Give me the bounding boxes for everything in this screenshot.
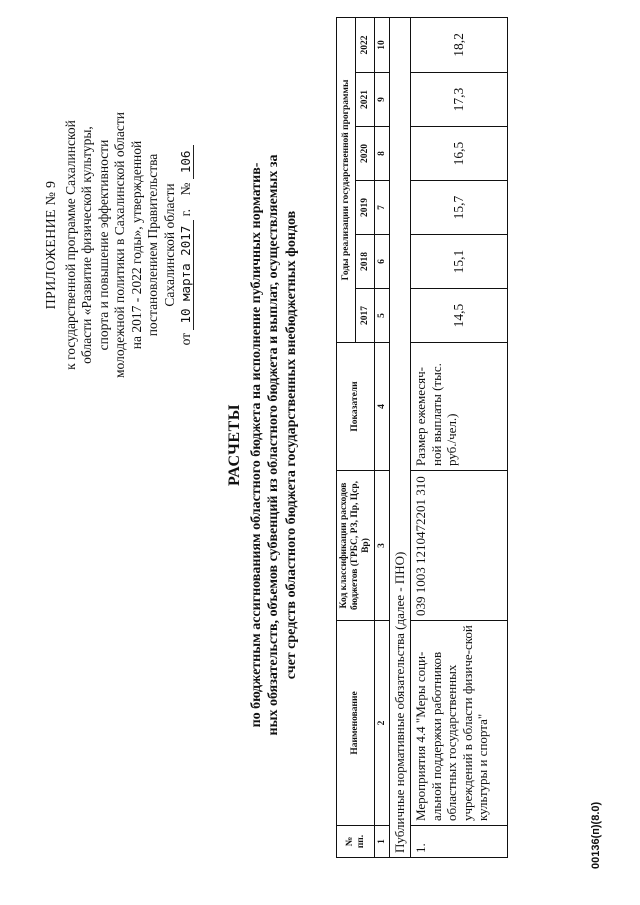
decree-line <box>178 95 195 395</box>
row-num: 1. <box>411 826 508 858</box>
title-line: счет средств областного бюджета государственных внебюджетных фондов <box>283 210 299 680</box>
year-header: 2019 <box>356 181 375 235</box>
column-number: 3 <box>375 471 390 621</box>
section-row <box>390 17 411 857</box>
row-name: Мероприятия 4.4 "Меры соци-альной поддержки работников областных государственных учреждений в области физиче-ской культуры и спорта" <box>411 621 508 826</box>
appendix-line: Сахалинской области <box>161 183 177 307</box>
row-value-2017: 14,5 <box>411 289 508 343</box>
col-header-code: Код классификации расходов бюджетов (ГРБС, РЗ, Пр, Цср, Вр) <box>337 471 375 621</box>
column-number: 5 <box>375 289 390 343</box>
row-value-2019: 15,7 <box>411 181 508 235</box>
year-header: 2018 <box>356 235 375 289</box>
section-title: Публичные нормативные обязательства (далее - ПНО) <box>390 17 411 857</box>
column-number-row <box>375 17 390 857</box>
row-value-2018: 15,1 <box>411 235 508 289</box>
column-number: 2 <box>375 621 390 826</box>
footer-code: 00136(п)(8.0) <box>590 801 602 869</box>
appendix-line: постановлением Правительства <box>145 153 160 337</box>
year-header: 2022 <box>356 17 375 72</box>
decree-prefix: от <box>178 332 193 346</box>
column-number: 1 <box>375 826 390 858</box>
row-value-2020: 16,5 <box>411 127 508 181</box>
appendix-header: ПРИЛОЖЕНИЕ № 9 <box>44 180 59 310</box>
title-main: РАСЧЕТЫ <box>226 404 243 486</box>
appendix-line: области «Развитие физической культуры, <box>79 126 94 364</box>
decree-date: 10 марта 2017 <box>178 220 194 330</box>
year-header: 2017 <box>356 289 375 343</box>
document-title <box>226 75 300 815</box>
calculation-table <box>336 17 508 858</box>
year-header: 2020 <box>356 127 375 181</box>
row-indicator: Размер ежемесяч-ной выплаты (тыс. руб./чел.) <box>411 343 508 471</box>
table-row <box>411 17 508 857</box>
header-row <box>337 17 356 857</box>
year-header: 2021 <box>356 73 375 127</box>
col-header-num: № пп. <box>337 826 375 858</box>
col-header-years-group: Годы реализации государственной программы <box>337 17 356 342</box>
title-line: ных обязательств, объемов субвенций из областного бюджета и выплат, осуществляемых за <box>266 154 281 736</box>
col-header-indicator: Показатели <box>337 343 375 471</box>
appendix-block <box>44 95 195 395</box>
appendix-line: на 2017 - 2022 годы», утвержденной <box>128 140 144 350</box>
appendix-line: молодежной политики в Сахалинской области <box>112 112 127 378</box>
decree-number-label: № <box>178 182 193 196</box>
column-number: 6 <box>375 235 390 289</box>
title-line: по бюджетным ассигнованиям областного бюджета на исполнение публичных норматив- <box>248 162 264 728</box>
row-code: 039 1003 1210472201 310 <box>411 471 508 621</box>
appendix-line: к государственной программе Сахалинской <box>62 120 78 370</box>
column-number: 9 <box>375 73 390 127</box>
col-header-name: Наименование <box>337 621 375 826</box>
decree-number: 106 <box>178 145 194 180</box>
column-number: 10 <box>375 17 390 72</box>
column-number: 8 <box>375 127 390 181</box>
appendix-line: спорта и повышение эффективности <box>95 139 111 351</box>
column-number: 4 <box>375 343 390 471</box>
decree-year-suffix: г. <box>178 208 193 217</box>
column-number: 7 <box>375 181 390 235</box>
row-value-2022: 18,2 <box>411 17 508 72</box>
row-value-2021: 17,3 <box>411 73 508 127</box>
